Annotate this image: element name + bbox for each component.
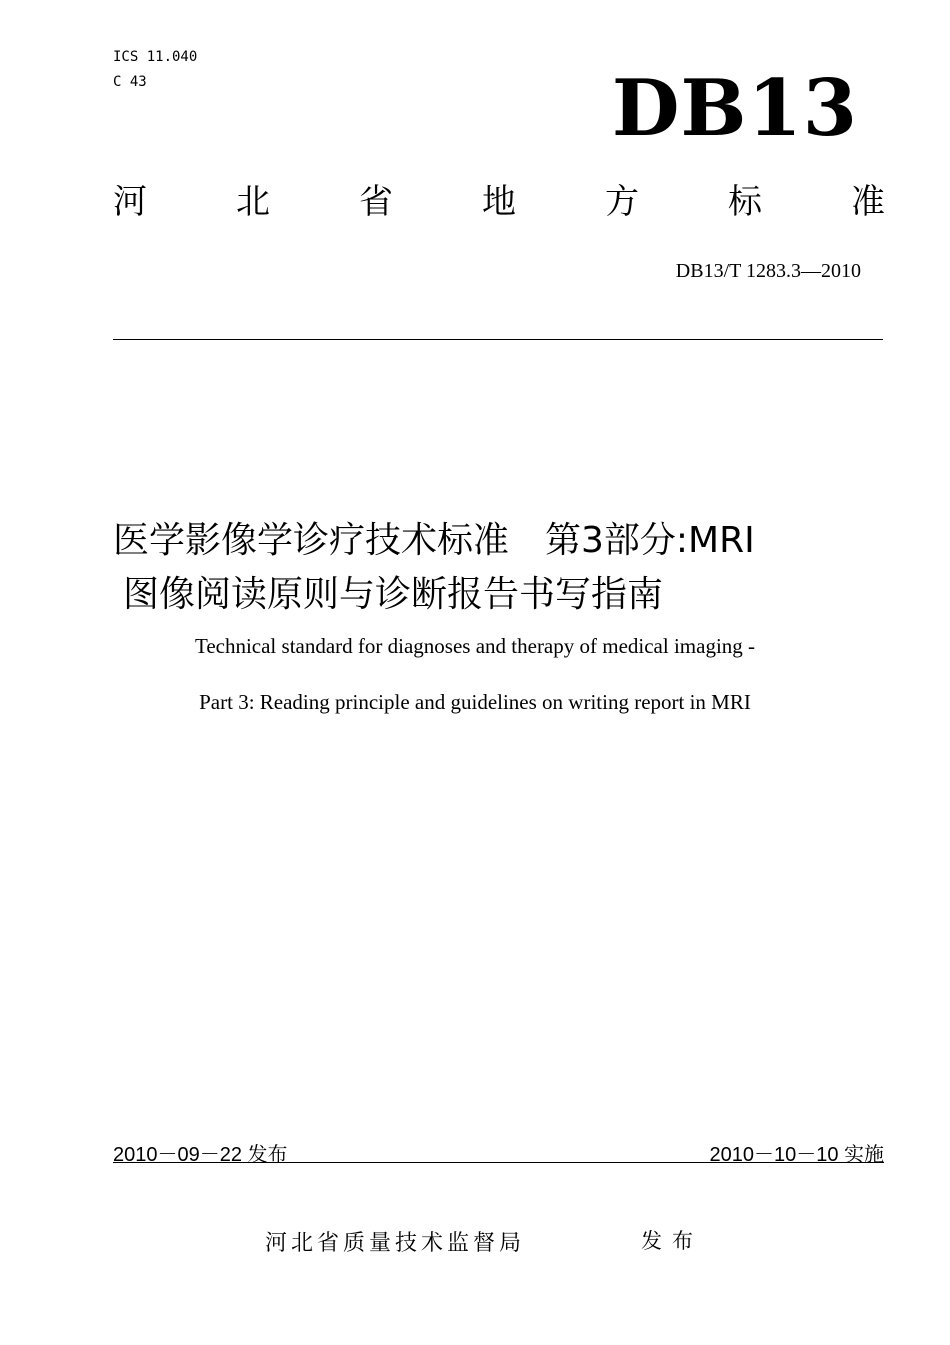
standard-type-char: 地	[482, 182, 516, 222]
ics-code: ICS 11.040	[113, 49, 198, 65]
standard-type-heading	[113, 182, 885, 222]
standard-number: DB13/T 1283.3—2010	[675, 260, 861, 282]
standard-type-char: 方	[605, 182, 639, 222]
title-zh-line2: 图像阅读原则与诊断报告书写指南	[123, 574, 664, 615]
issuing-authority: 河北省质量技术监督局	[265, 1231, 526, 1256]
standard-type-char: 北	[236, 182, 270, 222]
top-divider	[113, 339, 883, 340]
implement-date: 2010－10－10 实施	[709, 1144, 884, 1166]
title-en-line1: Technical standard for diagnoses and therapy of medical imaging -	[194, 634, 756, 658]
title-en-line2: Part 3: Reading principle and guidelines on writing report in MRI	[199, 690, 751, 714]
ccs-code: C 43	[113, 74, 147, 90]
standard-type-char: 标	[728, 182, 762, 222]
bottom-divider	[113, 1162, 884, 1163]
db13-logo: DB13	[611, 63, 858, 154]
standard-type-char: 准	[851, 182, 885, 222]
title-zh-line1: 医学影像学诊疗技术标准 第3部分:MRI	[113, 520, 755, 561]
issue-label: 发布	[641, 1229, 703, 1253]
publish-date: 2010－09－22 发布	[113, 1144, 288, 1166]
standard-type-char: 省	[359, 182, 393, 222]
standard-type-char: 河	[113, 182, 147, 222]
